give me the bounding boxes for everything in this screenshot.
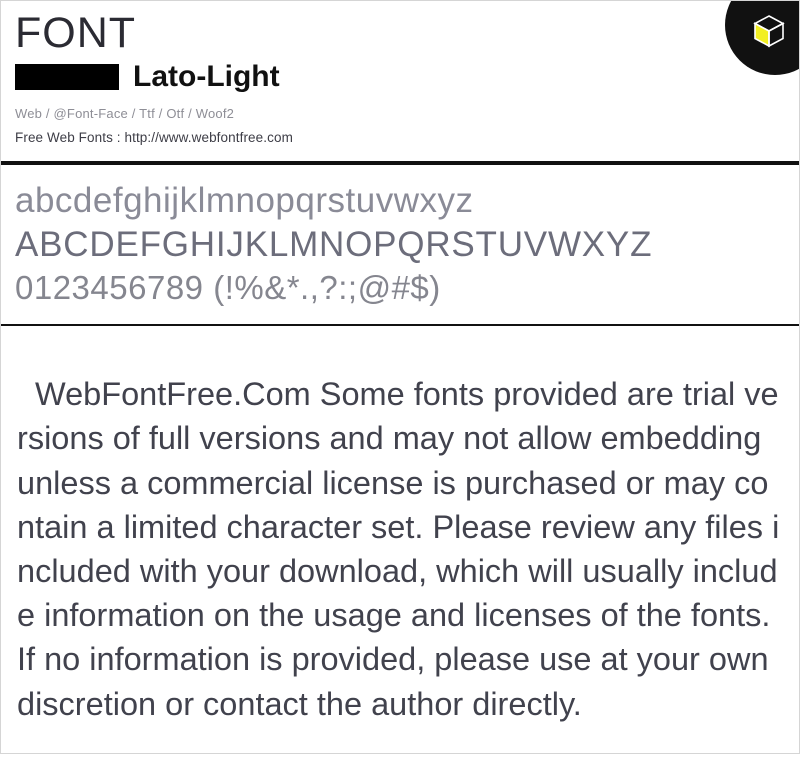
- glyph-preview: [1, 165, 799, 326]
- site-line: Free Web Fonts : http://www.webfontfree.com: [15, 130, 293, 146]
- format-list: Web / @Font-Face / Ttf / Otf / Woof2: [15, 106, 235, 122]
- header: [1, 1, 799, 165]
- page-title: FONT: [15, 9, 137, 57]
- corner-badge: [725, 1, 799, 75]
- glyph-lowercase: abcdefghijklmnopqrstuvwxyz: [15, 181, 474, 220]
- color-swatch: [15, 64, 119, 90]
- sample-section: [1, 326, 799, 768]
- font-name: Lato-Light: [133, 60, 280, 94]
- glyph-uppercase: ABCDEFGHIJKLMNOPQRSTUVWXYZ: [15, 224, 653, 264]
- font-name-row: [15, 62, 785, 92]
- cube-icon: [751, 13, 787, 49]
- sample-paragraph: WebFontFree.Com Some fonts provided are trial versions of full versions and may not allow embedding unless a commercial license is purchased or may contain a limited character set. Please review any files included with your download, which will usually include information on the usage and licenses of the fonts. If no information is provided, please use at your own discretion or contact the author directly.: [17, 376, 780, 722]
- glyph-digits-symbols: 0123456789 (!%&*.,?:;@#$): [15, 268, 441, 306]
